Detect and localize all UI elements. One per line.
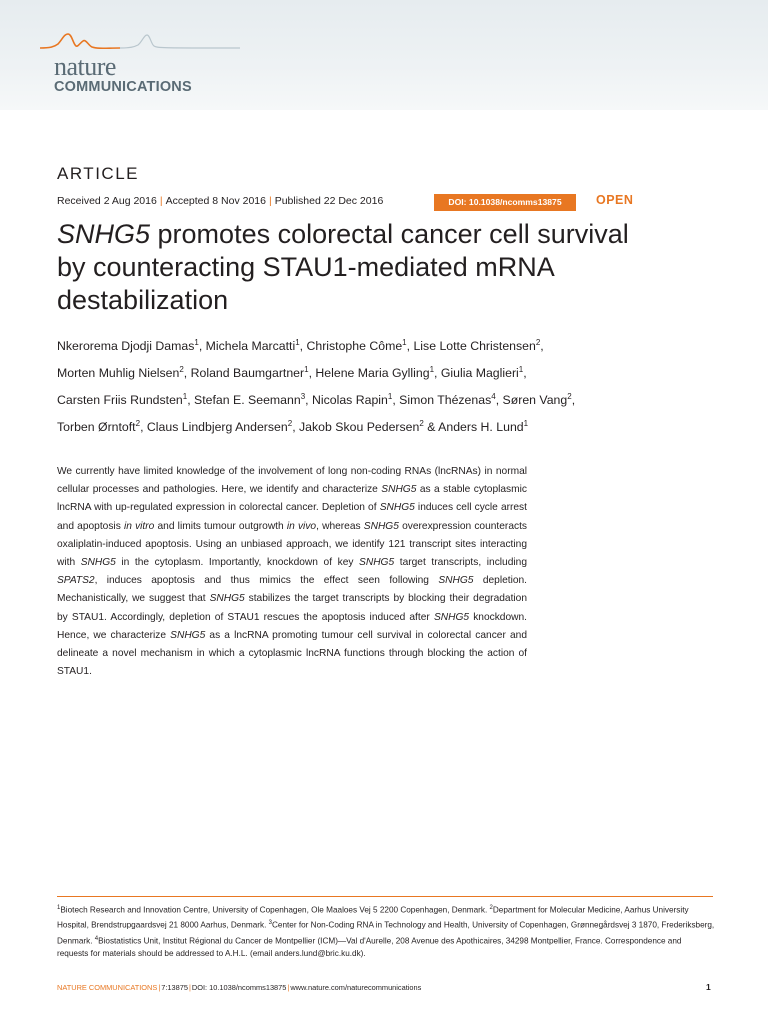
gene-name: SPATS2 [57,575,95,587]
abstract-text: stabilizes the target transcripts by blocking their degradation by STAU1. Accordingly, depletion of STAU1 rescues the apoptosis induced after [57,593,528,623]
author[interactable]: Torben Ørntoft [57,420,136,435]
author-separator: , [299,339,307,354]
article-title [57,218,717,317]
author-separator: , [392,393,400,408]
author-affiliation: 1 [304,365,309,375]
affiliation-text: Biotech Research and Innovation Centre, University of Copenhagen, Ole Maaloes Vej 5 2200 Copenhagen, Denmark. [60,905,490,915]
publication-dates [57,195,383,207]
journal-logo[interactable] [40,30,240,100]
gene-name: SNHG5 [170,629,206,641]
affiliation-text: Center for Non-Coding RNA in Technology and Health, University of Copenhagen, Grønnegårdsvej 3 1870, Frederiksberg, Denmark. [57,921,715,946]
author-affiliation: 1 [387,392,393,402]
affiliation-number: 1 [57,905,61,911]
footer-separator: | [287,983,290,992]
author[interactable]: Jakob Skou Pedersen [299,420,420,435]
author-separator: , [198,339,206,354]
abstract-text: in the cytoplasm. Importantly, knockdown of key [115,557,360,569]
logo-subtitle: COMMUNICATIONS [54,79,192,95]
gene-name: SNHG5 [379,502,415,514]
author-affiliation: 2 [419,419,424,429]
title-line-3: destabilization [57,285,229,315]
logo-word: nature [54,52,116,81]
author-affiliation: 2 [287,419,293,429]
author-separator: , [305,393,312,408]
date-separator: | [268,195,272,207]
author[interactable]: Nicolas Rapin [312,393,388,408]
page-number: 1 [706,982,711,992]
open-access-badge: OPEN [596,193,634,207]
author-separator: , [187,393,195,408]
title-line-2: by counteracting STAU1-mediated mRNA [57,252,555,282]
gene-name: SNHG5 [381,484,417,496]
author[interactable]: Anders H. Lund [438,420,524,435]
gene-name: SNHG5 [80,557,116,569]
footer-citation: 7:13875 [161,983,188,992]
published-date: Published 22 Dec 2016 [274,195,384,207]
author[interactable]: Christophe Côme [306,339,403,354]
abstract-text: induces cell cycle arrest and apoptosis [57,502,527,532]
title-gene-name: SNHG5 [57,219,151,249]
abstract [57,463,527,681]
abstract-text: overexpression counteracts oxaliplatin-induced apoptosis. Using an unbiased approach, we identify 121 transcript sites interacting with [57,520,528,569]
date-separator: | [159,195,163,207]
author-affiliation: 2 [535,338,541,347]
footer-journal-name: NATURE COMMUNICATIONS [57,983,158,992]
footer-doi: DOI: 10.1038/ncomms13875 [191,983,287,992]
author[interactable]: Simon Thézenas [399,393,492,408]
author[interactable]: Lise Lotte Christensen [413,339,536,354]
author-separator: , [434,366,441,381]
footer-url[interactable]: www.nature.com/naturecommunications [290,983,422,992]
abstract-text: We currently have limited knowledge of the involvement of long non-coding RNAs (lncRNAs) in normal cellular processes and pathologies. Here, we identify and characterize [57,466,527,496]
author-separator: & [423,420,439,435]
affiliations [57,902,715,961]
author-separator: , [183,366,191,381]
author-affiliation: 1 [523,419,529,429]
author[interactable]: Giulia Maglieri [440,366,519,381]
author-list [57,331,717,439]
gene-name: SNHG5 [438,575,474,587]
gene-name: SNHG5 [433,611,470,623]
author-affiliation: 3 [300,392,306,402]
author-affiliation: 1 [429,365,435,375]
gene-name: SNHG5 [359,557,395,569]
author-affiliation: 4 [491,392,496,402]
author-separator: , [140,420,147,435]
author-affiliation: 1 [182,392,188,402]
abstract-text: target transcripts, including [394,557,527,569]
author-affiliation: 1 [402,338,407,347]
footer-separator: | [158,983,161,992]
affiliation-text: Department for Molecular Medicine, Aarhus University Hospital, Brendstrupgaardsvej 21 8000 Aarhus, Denmark. [57,905,689,931]
abstract-text: , induces apoptosis and thus mimics the effect seen following [94,575,439,587]
author[interactable]: Carsten Friis Rundsten [57,393,183,408]
author-affiliation: 1 [194,338,199,347]
author-affiliation: 2 [135,419,141,429]
author[interactable]: Helene Maria Gylling [315,366,430,381]
author-separator: , [406,339,414,354]
affiliation-text: Biostatistics Unit, Institut Régional du Cancer de Montpellier (ICM)—Val d'Aurelle, 208 Avenue des Apothicaires, 34298 Montpellier, France. Correspondence and requests for materials should be addressed to A.H.L. (email anders.lund@bric.ku.dk). [57,936,682,958]
author[interactable]: Claus Lindbjerg Andersen [146,420,288,435]
author-affiliation: 2 [179,365,184,375]
author-affiliation: 1 [518,365,524,375]
gene-name: SNHG5 [209,593,245,605]
header-band [0,0,768,110]
author[interactable]: Morten Muhlig Nielsen [57,366,180,381]
doi-badge[interactable]: DOI: 10.1038/ncomms13875 [434,194,576,211]
latin-term: in vitro [123,520,155,532]
abstract-text: and limits tumour outgrowth [154,520,287,532]
footer-separator: | [188,983,191,992]
author-separator: , [540,339,544,354]
author[interactable]: Søren Vang [502,393,568,408]
latin-term: in vivo [286,520,317,532]
title-line-1: promotes colorectal cancer cell survival [150,219,629,249]
abstract-text: depletion. Mechanistically, we suggest that [57,575,527,605]
article-type-label: ARTICLE [57,164,139,183]
author-separator: , [308,366,316,381]
affiliation-number: 3 [268,920,272,927]
author[interactable]: Stefan E. Seemann [194,393,301,408]
affiliation-number: 2 [489,905,493,911]
author-affiliation: 1 [295,338,300,347]
affiliation-number: 4 [94,935,99,942]
author-separator: , [495,393,503,408]
abstract-text: knockdown. Hence, we characterize [57,611,527,641]
author-separator: , [571,393,576,408]
abstract-text: , whereas [316,520,364,532]
author-affiliation: 2 [567,392,572,402]
accepted-date: Accepted 8 Nov 2016 [165,195,266,207]
author-separator: , [292,420,300,435]
author-separator: , [523,366,527,381]
gene-name: SNHG5 [363,520,399,532]
abstract-text: as a stable cytoplasmic lncRNA with up-regulated expression in colorectal cancer. Depletion of [57,484,527,514]
author[interactable]: Nkerorema Djodji Damas [57,339,195,354]
author[interactable]: Roland Baumgartner [190,366,305,381]
received-date: Received 2 Aug 2016 [57,195,157,207]
author[interactable]: Michela Marcatti [205,339,296,354]
affiliations-divider [57,896,713,897]
page-footer [57,983,421,992]
abstract-text: as a lncRNA promoting tumour cell survival in colorectal cancer and delineate a novel mechanism in which a cytoplasmic lncRNA functions through blocking the action of STAU1. [57,629,527,678]
